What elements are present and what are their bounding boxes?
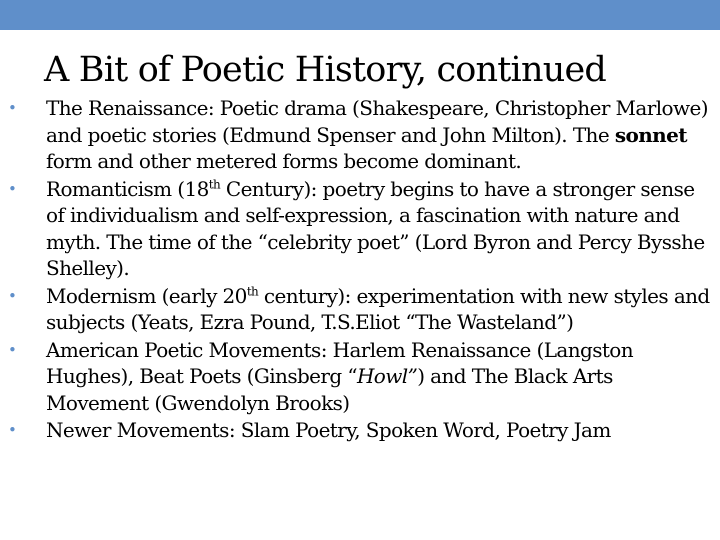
- bullet-text: form and other metered forms become dominant.: [46, 149, 522, 173]
- bullet-text: Romanticism (18: [46, 176, 209, 201]
- bullet-text: Modernism (early 20: [46, 283, 247, 308]
- bullet-text: The Renaissance: Poetic drama (Shakespeare, Christopher Marlowe) and poetic stories (Edmund Spenser and John Milton). The: [46, 96, 708, 147]
- bullet-marker: •: [8, 286, 17, 305]
- bullet-text: ) and The Black Arts Movement (Gwendolyn Brooks): [46, 364, 613, 415]
- bullet-marker: •: [8, 179, 17, 198]
- bullet-list: [8, 95, 716, 445]
- bullet-text: Newer Movements: Slam Poetry, Spoken Word, Poetry Jam: [46, 418, 611, 442]
- bullet-italic-title: Howl”: [356, 364, 418, 388]
- bullet-newer-movements: [8, 417, 716, 444]
- slide-title: A Bit of Poetic History, continued: [44, 50, 606, 90]
- bullet-marker: •: [8, 99, 17, 117]
- bullet-superscript: th: [246, 283, 259, 298]
- bullet-marker: •: [8, 421, 17, 439]
- top-accent-bar: [0, 0, 720, 30]
- bullet-american-movements: [8, 337, 716, 417]
- bullet-modernism: [8, 283, 716, 336]
- bullet-text: Century): poetry begins to have a stronger sense of individualism and self-expression, a fascination with nature and myth. The time of the “celebrity poet” (Lord Byron and Percy Bysshe Shelley).: [46, 176, 705, 280]
- bullet-superscript: th: [208, 176, 221, 191]
- bullet-bold-term: sonnet: [614, 122, 687, 147]
- bullet-text: American Poetic Movements: Harlem Renaissance (Langston Hughes), Beat Poets (Ginsberg “: [46, 337, 634, 388]
- bullet-romanticism: [8, 176, 716, 282]
- bullet-renaissance: [8, 95, 716, 175]
- bullet-text: century): experimentation with new styles and subjects (Yeats, Ezra Pound, T.S.Eliot “The Wasteland”): [46, 283, 710, 334]
- bullet-marker: •: [8, 340, 17, 359]
